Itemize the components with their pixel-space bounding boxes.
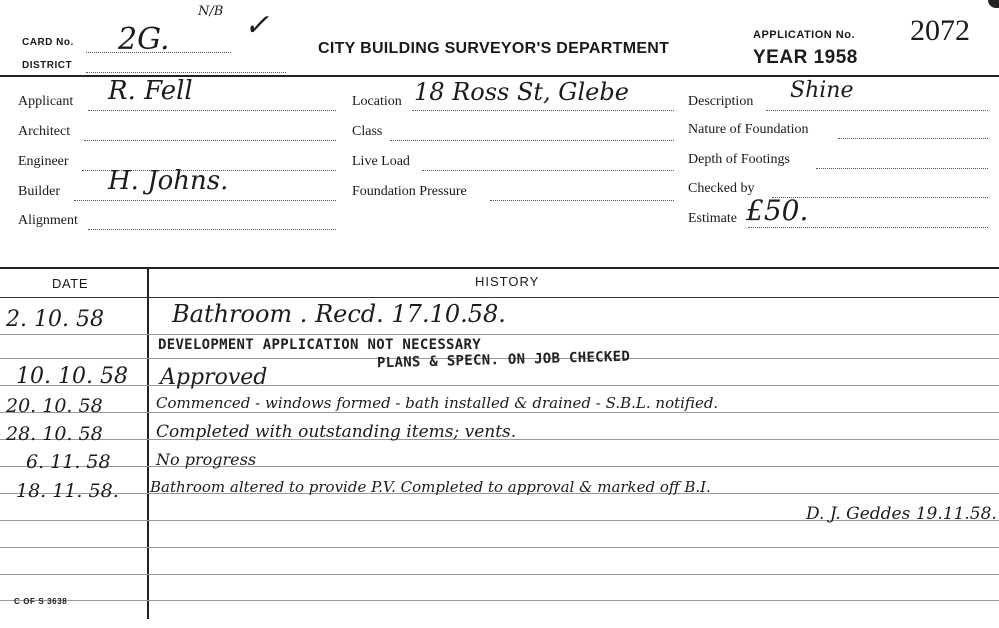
builder-value: H. Johns.	[108, 166, 229, 196]
applicant-line	[88, 110, 336, 111]
ruled-line	[0, 412, 999, 413]
class-label: Class	[352, 124, 383, 139]
entry-date: 20. 10. 58	[6, 395, 103, 417]
entry-text: Completed with outstanding items; vents.	[156, 422, 517, 442]
district-label: DISTRICT	[22, 60, 73, 71]
architect-line	[84, 140, 336, 141]
live-load-line	[422, 170, 674, 171]
check-mark-icon: ✓	[244, 8, 270, 43]
ruled-line	[0, 574, 999, 575]
nb-mark: N/B	[198, 4, 224, 19]
entry-text: Bathroom . Recd. 17.10.58.	[172, 300, 506, 328]
live-load-label: Live Load	[352, 154, 410, 169]
location-label: Location	[352, 94, 402, 109]
signature: D. J. Geddes 19.11.58.	[806, 504, 997, 524]
stamp-plans-checked: PLANS & SPECN. ON JOB CHECKED	[376, 348, 631, 372]
entry-text: Bathroom altered to provide P.V. Completed to approval & marked off B.I.	[150, 478, 711, 496]
entry-text: Commenced - windows formed - bath installed & drained - S.B.L. notified.	[156, 394, 719, 412]
foundation-pressure-label: Foundation Pressure	[352, 184, 467, 199]
entry-date: 10. 10. 58	[16, 364, 128, 389]
card-no-value: 2G.	[118, 22, 170, 57]
card-no-label: CARD No.	[22, 37, 74, 48]
alignment-line	[88, 229, 336, 230]
depth-of-footings-label: Depth of Footings	[688, 152, 790, 167]
architect-label: Architect	[18, 124, 71, 139]
application-label: APPLICATION No.	[753, 29, 856, 41]
ruled-line	[0, 600, 999, 601]
department-title: CITY BUILDING SURVEYOR'S DEPARTMENT	[318, 40, 670, 57]
ruled-line	[0, 547, 999, 548]
nature-of-foundation-label: Nature of Foundation	[688, 122, 809, 137]
entry-date: 6. 11. 58	[26, 451, 111, 473]
table-top-rule	[0, 267, 999, 269]
date-column-header: DATE	[52, 276, 89, 291]
ruled-line	[0, 385, 999, 386]
foundation-pressure-line	[490, 200, 674, 201]
engineer-label: Engineer	[18, 154, 69, 169]
date-column-divider	[147, 267, 149, 619]
location-line	[412, 110, 674, 111]
applicant-label: Applicant	[18, 94, 74, 109]
stamp-development-application: DEVELOPMENT APPLICATION NOT NECESSARY	[158, 337, 481, 353]
district-line	[86, 72, 286, 73]
entry-date: 18. 11. 58.	[16, 480, 119, 502]
checked-by-label: Checked by	[688, 181, 755, 196]
ruled-line	[0, 334, 999, 335]
form-code: C OF S 3638	[14, 597, 68, 606]
description-value: Shine	[790, 78, 854, 103]
entry-text: Approved	[160, 365, 268, 390]
ruled-line	[0, 466, 999, 467]
estimate-line	[748, 227, 988, 228]
applicant-value: R. Fell	[108, 76, 193, 106]
location-value: 18 Ross St, Glebe	[414, 78, 629, 106]
builder-line	[74, 200, 336, 201]
entry-date: 2. 10. 58	[6, 307, 104, 332]
application-number: 2072	[910, 14, 970, 47]
builder-label: Builder	[18, 184, 60, 199]
description-label: Description	[688, 94, 754, 109]
class-line	[390, 140, 674, 141]
entry-text: No progress	[156, 450, 257, 469]
history-column-header: HISTORY	[475, 274, 540, 289]
estimate-value: £50.	[746, 194, 809, 227]
depth-of-footings-line	[816, 168, 988, 169]
alignment-label: Alignment	[18, 213, 78, 228]
entry-date: 28. 10. 58	[6, 423, 103, 445]
header-row-rule	[0, 297, 999, 298]
estimate-label: Estimate	[688, 211, 737, 226]
corner-hole	[988, 0, 999, 8]
year-label: YEAR 1958	[753, 47, 858, 68]
description-line	[766, 110, 988, 111]
nature-of-foundation-line	[838, 138, 988, 139]
